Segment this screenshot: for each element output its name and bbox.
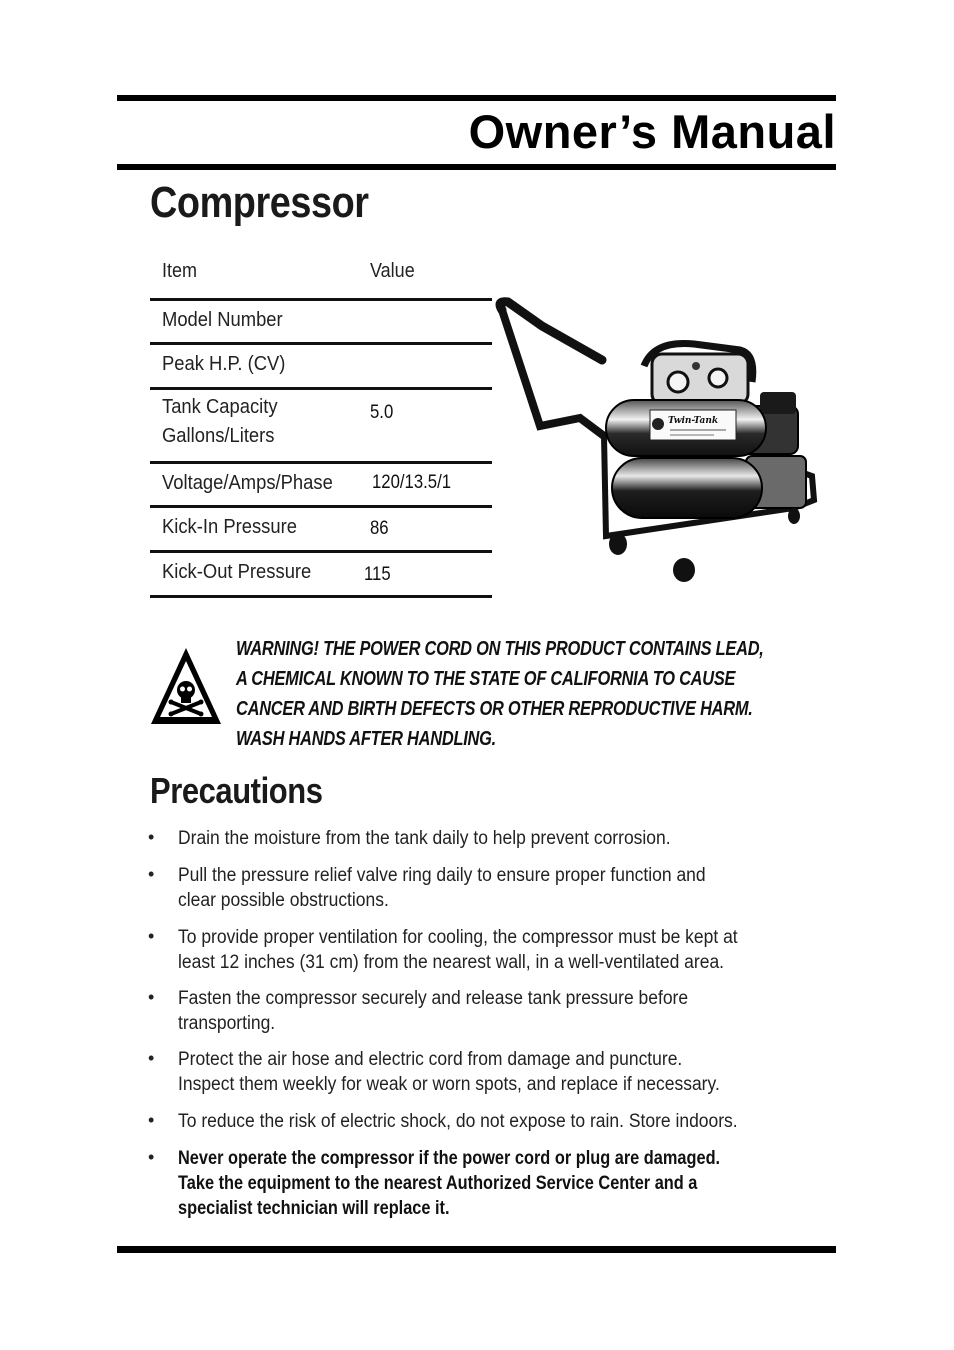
bullet: • (148, 827, 155, 847)
prop65-warning-text (236, 634, 764, 754)
bullet: • (148, 987, 155, 1007)
precaution-line: Never operate the compressor if the power cord or plug are damaged. (178, 1148, 721, 1169)
precaution-line: To provide proper ventilation for cooling, the compressor must be kept at (178, 927, 738, 948)
precaution-line: Fasten the compressor securely and release tank pressure before (178, 988, 689, 1009)
spec-row-tank-capacity (150, 390, 492, 464)
warning-line: CANCER AND BIRTH DEFECTS OR OTHER REPRODUCTIVE HARM. (236, 698, 753, 720)
spec-table-header (150, 252, 492, 301)
skull-crossbones-warning-icon (149, 644, 223, 726)
spec-row-model-number (150, 301, 492, 345)
precaution-line: Take the equipment to the nearest Authorized Service Center and a (178, 1173, 698, 1194)
bullet: • (148, 926, 155, 946)
compressor-heading: Compressor (150, 178, 369, 227)
spec-label: Voltage/Amps/Phase (162, 472, 333, 494)
bullet: • (148, 1147, 155, 1167)
compressor-illustration (494, 296, 830, 588)
precaution-line: To reduce the risk of electric shock, do not expose to rain. Store indoors. (178, 1111, 738, 1132)
spec-label: Kick-Out Pressure (162, 561, 312, 583)
precaution-line: transporting. (178, 1013, 276, 1034)
spec-label: Tank Capacity Gallons/Liters (162, 396, 278, 447)
spec-row-peak-hp (150, 345, 492, 390)
spec-value: 120/13.5/1 (372, 472, 452, 493)
precaution-line: clear possible obstructions. (178, 890, 389, 911)
precaution-line: least 12 inches (31 cm) from the nearest wall, in a well-ventilated area. (178, 952, 725, 973)
precautions-heading: Precautions (150, 770, 323, 811)
precaution-line: specialist technician will replace it. (178, 1198, 450, 1219)
bullet: • (148, 864, 155, 884)
spec-value: 86 (370, 518, 389, 539)
document-title: Owner’s Manual (468, 105, 836, 158)
precaution-line: Drain the moisture from the tank daily to help prevent corrosion. (178, 828, 671, 849)
spec-row-kick-out (150, 553, 492, 598)
bottom-rule (117, 1246, 836, 1253)
spec-label: Model Number (162, 309, 283, 331)
precaution-line: Protect the air hose and electric cord from damage and puncture. (178, 1049, 683, 1070)
column-header-value: Value (370, 260, 415, 282)
bullet: • (148, 1110, 155, 1130)
spec-row-kick-in (150, 508, 492, 553)
spec-row-voltage (150, 464, 492, 508)
tank-label: Twin-Tank (668, 416, 719, 426)
precaution-line: Inspect them weekly for weak or worn spots, and replace if necessary. (178, 1074, 720, 1095)
warning-line: WARNING! THE POWER CORD ON THIS PRODUCT CONTAINS LEAD, (236, 638, 764, 660)
spec-label: Kick-In Pressure (162, 516, 297, 538)
spec-label: Peak H.P. (CV) (162, 353, 286, 375)
top-rule (117, 95, 836, 101)
column-header-item: Item (162, 260, 198, 282)
spec-value: 115 (364, 564, 391, 585)
warning-line: A CHEMICAL KNOWN TO THE STATE OF CALIFORNIA TO CAUSE (236, 668, 736, 690)
spec-value: 5.0 (370, 402, 394, 423)
spec-table (150, 252, 492, 598)
precaution-line: Pull the pressure relief valve ring daily to ensure proper function and (178, 865, 706, 886)
title-underline-rule (117, 164, 836, 170)
bullet: • (148, 1048, 155, 1068)
warning-line: WASH HANDS AFTER HANDLING. (236, 728, 496, 750)
